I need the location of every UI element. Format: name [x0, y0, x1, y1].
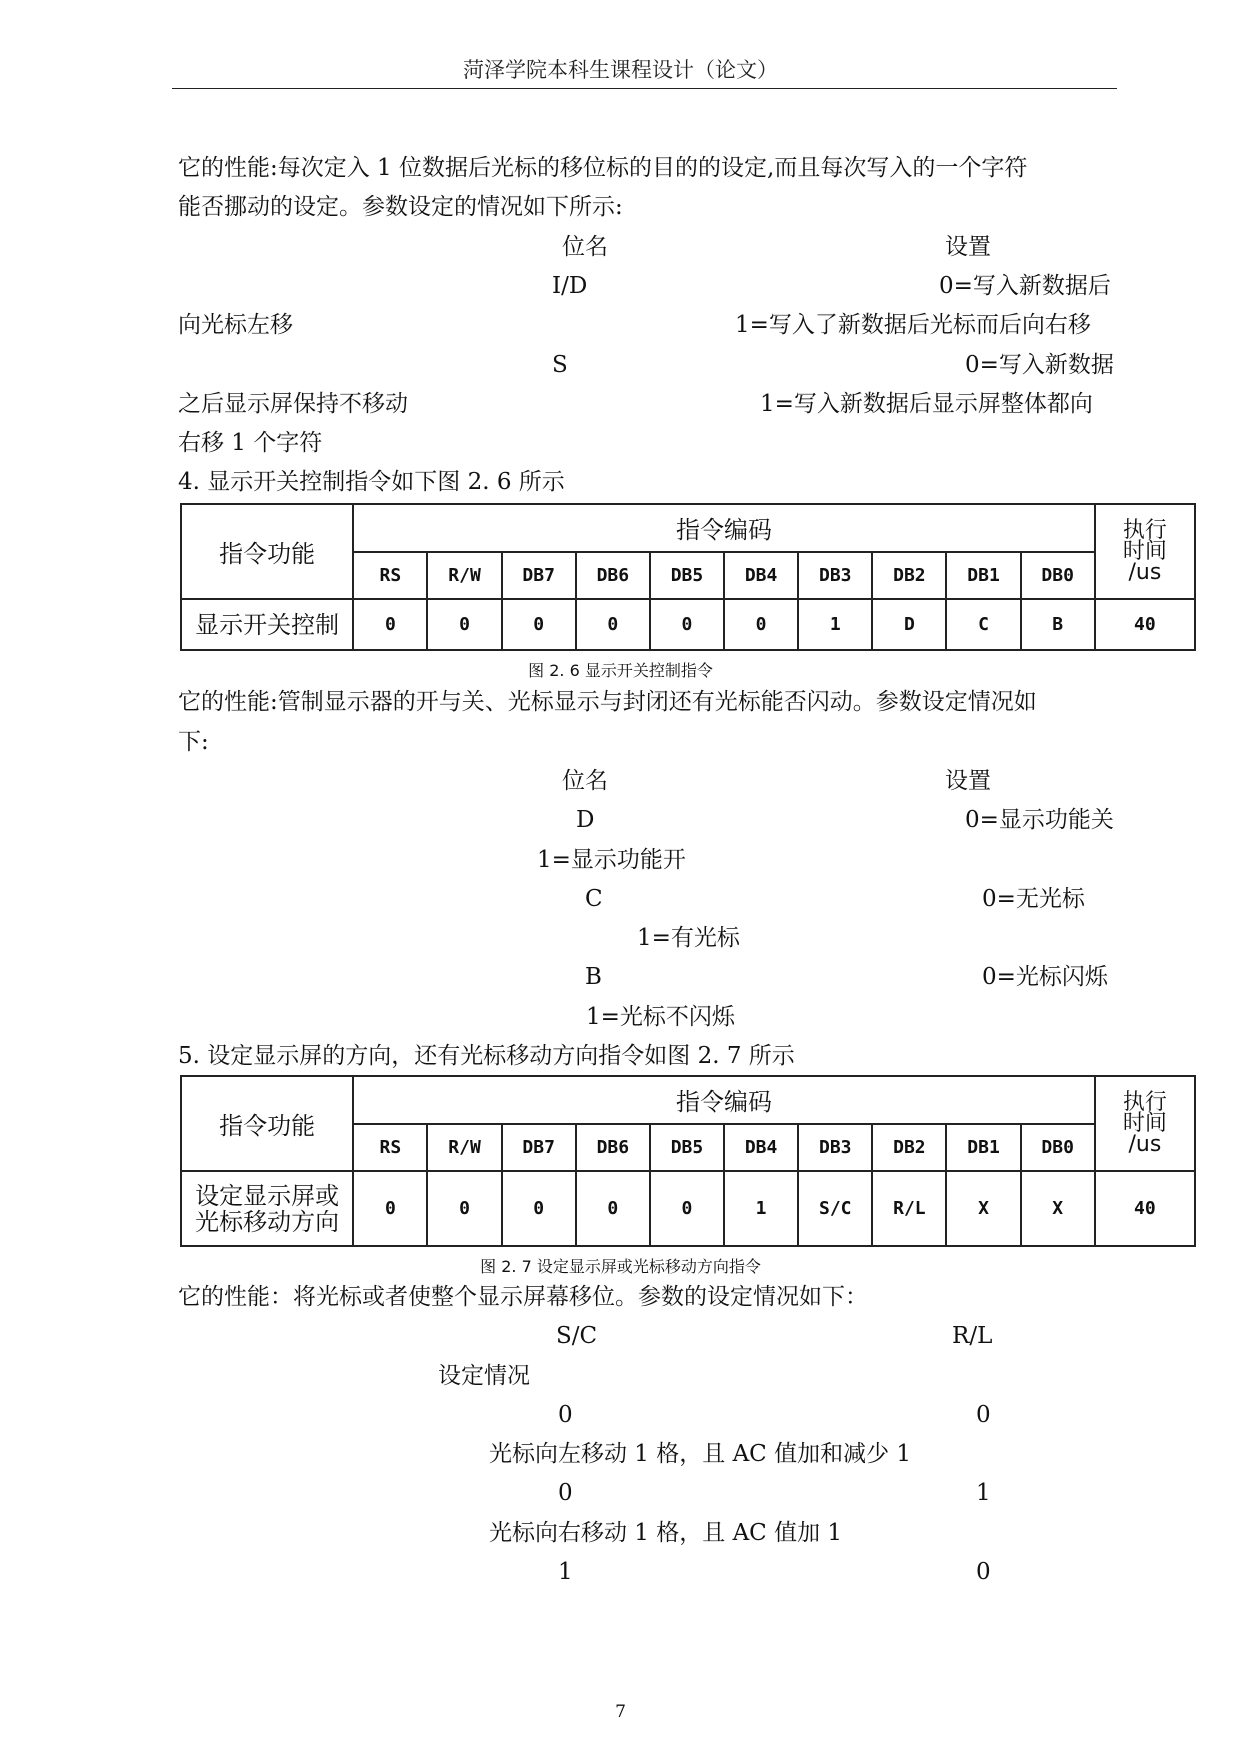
param-setting-text: 0=无光标: [982, 886, 1085, 912]
exec-header-line: 时间: [1122, 1111, 1167, 1137]
bit-header: DB3: [798, 552, 872, 600]
param-setting-text: 之后显示屏保持不移动: [178, 391, 408, 417]
table-header-exec-time: [1095, 504, 1195, 599]
row-function-name: 显示开关控制: [181, 599, 353, 650]
bit-value: B: [1021, 599, 1095, 650]
page-header-title: 菏泽学院本科生课程设计（论文）: [463, 58, 778, 82]
bit-value: X: [946, 1171, 1020, 1246]
param-setting-text: 1=光标不闪烁: [586, 1004, 735, 1030]
bit-header: DB6: [576, 1124, 650, 1172]
bit-header: DB7: [502, 1124, 576, 1172]
bit-header: DB4: [724, 1124, 798, 1172]
param-setting-text: 0=显示功能关: [965, 807, 1114, 833]
param-header-bit: 位名: [562, 234, 608, 260]
bit-value: 1: [798, 599, 872, 650]
bit-header: DB5: [650, 552, 724, 600]
section-heading: 4. 显示开关控制指令如下图 2. 6 所示: [178, 469, 565, 495]
paragraph-line: 它的性能:管制显示器的开与关、光标显示与封闭还有光标能否闪动。参数设定情况如: [178, 689, 1037, 715]
bit-header: DB7: [502, 552, 576, 600]
param-setting-text: 0=光标闪烁: [982, 964, 1108, 990]
param-value-sc: 0: [558, 1480, 573, 1506]
row-function-line: 设定显示屏或: [195, 1181, 340, 1210]
exec-time-value: 40: [1095, 1171, 1195, 1246]
param-setting-text: 1=显示功能开: [537, 847, 686, 873]
bit-value: D: [872, 599, 946, 650]
param-bit-name: D: [576, 807, 595, 833]
bit-header: DB4: [724, 552, 798, 600]
exec-header-line: 时间: [1122, 539, 1167, 565]
table-header-function: 指令功能: [181, 504, 353, 599]
bit-value: 0: [427, 1171, 501, 1246]
paragraph-line: 它的性能：将光标或者使整个显示屏幕移位。参数的设定情况如下：: [178, 1284, 868, 1310]
bit-header: DB2: [872, 552, 946, 600]
param-setting-text: 1=写入了新数据后光标而后向右移: [735, 312, 1091, 338]
bit-value: 0: [353, 1171, 427, 1246]
bit-header: DB6: [576, 552, 650, 600]
bit-header: R/W: [427, 1124, 501, 1172]
paragraph-line: 它的性能:每次定入 1 位数据后光标的移位标的目的的设定,而且每次写入的一个字符: [178, 155, 1028, 181]
exec-time-value: 40: [1095, 599, 1195, 650]
bit-value: X: [1021, 1171, 1095, 1246]
param-setting-text: 光标向右移动 1 格，且 AC 值加 1: [489, 1520, 843, 1546]
bit-header: RS: [353, 1124, 427, 1172]
bit-header: RS: [353, 552, 427, 600]
param-value-sc: 1: [558, 1559, 573, 1585]
param-bit-name: I/D: [552, 273, 588, 299]
bit-value: 0: [427, 599, 501, 650]
exec-header-line: /us: [1128, 1132, 1162, 1158]
table-header-function: 指令功能: [181, 1076, 353, 1171]
bit-header: DB0: [1021, 552, 1095, 600]
param-bit-name: S: [552, 352, 568, 378]
param-bit-name: C: [585, 886, 603, 912]
bit-value: 0: [502, 599, 576, 650]
figure-caption: 图 2. 7 设定显示屏或光标移动方向指令: [480, 1257, 761, 1276]
param-value-rl: 1: [976, 1480, 991, 1506]
bit-value: 1: [724, 1171, 798, 1246]
bit-value: 0: [650, 1171, 724, 1246]
bit-value: C: [946, 599, 1020, 650]
param-setting-text: 右移 1 个字符: [178, 430, 323, 456]
bit-header: DB5: [650, 1124, 724, 1172]
instruction-table-display-control: [180, 503, 1196, 651]
paragraph-line: 下:: [178, 729, 209, 755]
figure-caption: 图 2. 6 显示开关控制指令: [528, 661, 713, 680]
bit-header: DB2: [872, 1124, 946, 1172]
param-bit-name: B: [585, 964, 602, 990]
instruction-table-shift-direction: [180, 1075, 1196, 1247]
bit-value: S/C: [798, 1171, 872, 1246]
bit-value: 0: [576, 599, 650, 650]
param-value-rl: 0: [976, 1402, 991, 1428]
bit-header: R/W: [427, 552, 501, 600]
bit-value: 0: [650, 599, 724, 650]
param-header-setting: 设置: [945, 234, 991, 260]
bit-header: DB3: [798, 1124, 872, 1172]
param-header-setting: 设置: [945, 768, 991, 794]
param-header-bit: 位名: [562, 768, 608, 794]
param-header-setting: 设定情况: [438, 1363, 530, 1389]
bit-header: DB1: [946, 1124, 1020, 1172]
param-setting-text: 1=有光标: [637, 925, 740, 951]
section-heading: 5. 设定显示屏的方向，还有光标移动方向指令如图 2. 7 所示: [178, 1043, 795, 1069]
param-setting-text: 向光标左移: [178, 312, 293, 338]
exec-header-line: 执行: [1122, 518, 1167, 544]
header-rule: [172, 88, 1117, 89]
exec-header-line: /us: [1128, 560, 1162, 586]
param-setting-text: 1=写入新数据后显示屏整体都向: [760, 391, 1093, 417]
paragraph-line: 能否挪动的设定。参数设定的情况如下所示:: [178, 194, 623, 220]
param-setting-text: 光标向左移动 1 格，且 AC 值加和减少 1: [489, 1441, 912, 1467]
bit-header: DB1: [946, 552, 1020, 600]
page-number: 7: [615, 1702, 626, 1722]
bit-value: 0: [576, 1171, 650, 1246]
param-header-rl: R/L: [952, 1323, 993, 1349]
param-setting-text: 0=写入新数据: [965, 352, 1114, 378]
bit-header: DB0: [1021, 1124, 1095, 1172]
param-setting-text: 0=写入新数据后: [939, 273, 1111, 299]
row-function-name: [181, 1171, 353, 1246]
row-function-line: 光标移动方向: [195, 1207, 340, 1236]
bit-value: 0: [724, 599, 798, 650]
table-header-exec-time: [1095, 1076, 1195, 1171]
exec-header-line: 执行: [1122, 1090, 1167, 1116]
table-header-code: 指令编码: [353, 504, 1094, 552]
param-header-sc: S/C: [556, 1323, 598, 1349]
param-value-sc: 0: [558, 1402, 573, 1428]
param-value-rl: 0: [976, 1559, 991, 1585]
bit-value: R/L: [872, 1171, 946, 1246]
table-header-code: 指令编码: [353, 1076, 1094, 1124]
bit-value: 0: [353, 599, 427, 650]
bit-value: 0: [502, 1171, 576, 1246]
